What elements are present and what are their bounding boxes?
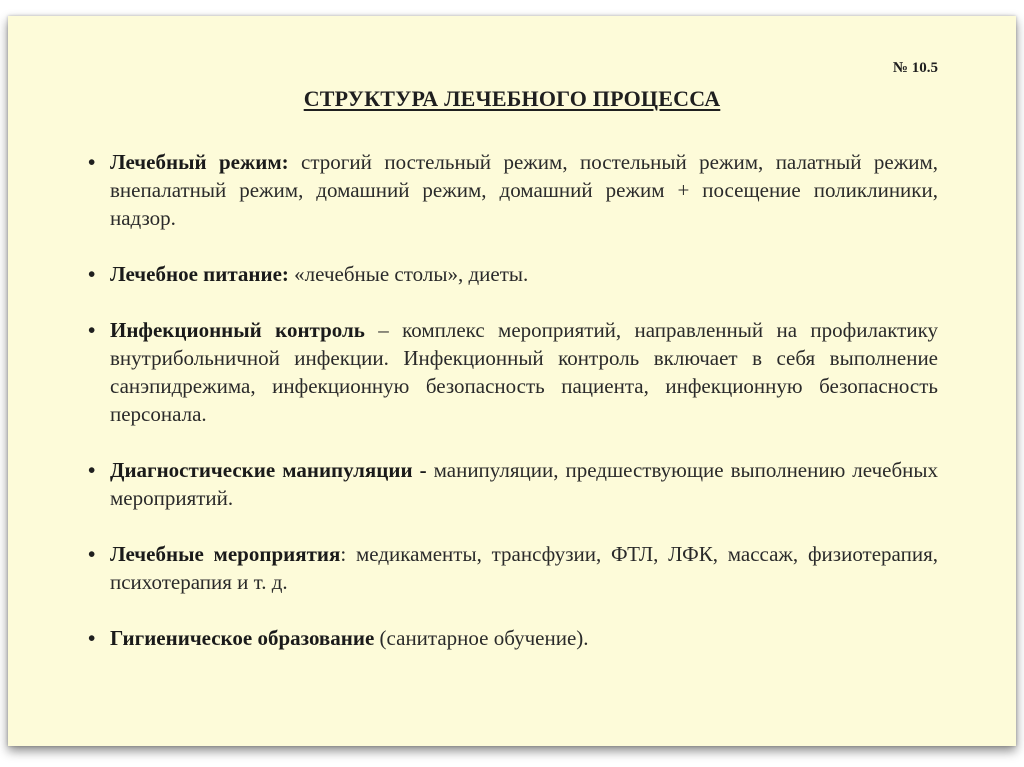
bullet-icon: • — [88, 458, 96, 482]
slide-title: СТРУКТУРА ЛЕЧЕБНОГО ПРОЦЕССА — [303, 86, 721, 111]
page-number: № 10.5 — [892, 60, 938, 76]
list-item — [88, 624, 938, 652]
list-item — [88, 540, 938, 596]
bullet-icon: • — [88, 262, 96, 286]
bullet-icon: • — [88, 542, 96, 566]
item-term: Лечебные мероприятия — [110, 542, 341, 566]
bullet-icon: • — [88, 318, 96, 342]
item-text: (санитарное обучение). — [374, 626, 589, 650]
item-term: Диагностические манипуляции - — [110, 458, 427, 482]
item-term: Лечебное питание: — [110, 262, 289, 286]
list-item — [88, 260, 938, 288]
item-text: – комплекс мероприятий, направленный на профилактику внутрибольничной инфекции. Инфекционный контроль включает в себя выполнение санэпидрежима, инфекционную безопасность пациента, инфекционную безопасность персонала. — [110, 318, 939, 426]
item-text: строгий постельный режим, постельный режим, палатный режим, внепалатный режим, домашний режим, домашний режим + посещение поликлиники, надзор. — [110, 150, 938, 230]
item-term: Лечебный режим: — [110, 150, 289, 174]
list-item — [88, 456, 938, 512]
bullet-icon: • — [88, 626, 96, 650]
bullet-icon: • — [88, 150, 96, 174]
item-text: «лечебные столы», диеты. — [288, 262, 529, 286]
item-text: : медикаменты, трансфузии, ФТЛ, ЛФК, массаж, физиотерапия, психотерапия и т. д. — [110, 542, 938, 594]
item-term: Гигиеническое образование — [110, 626, 375, 650]
item-text: манипуляции, предшествующие выполнению лечебных мероприятий. — [110, 458, 938, 510]
slide — [8, 16, 1016, 746]
bullet-list — [88, 148, 938, 652]
list-item — [88, 148, 938, 232]
list-item — [88, 316, 938, 428]
item-term: Инфекционный контроль — [110, 318, 365, 342]
